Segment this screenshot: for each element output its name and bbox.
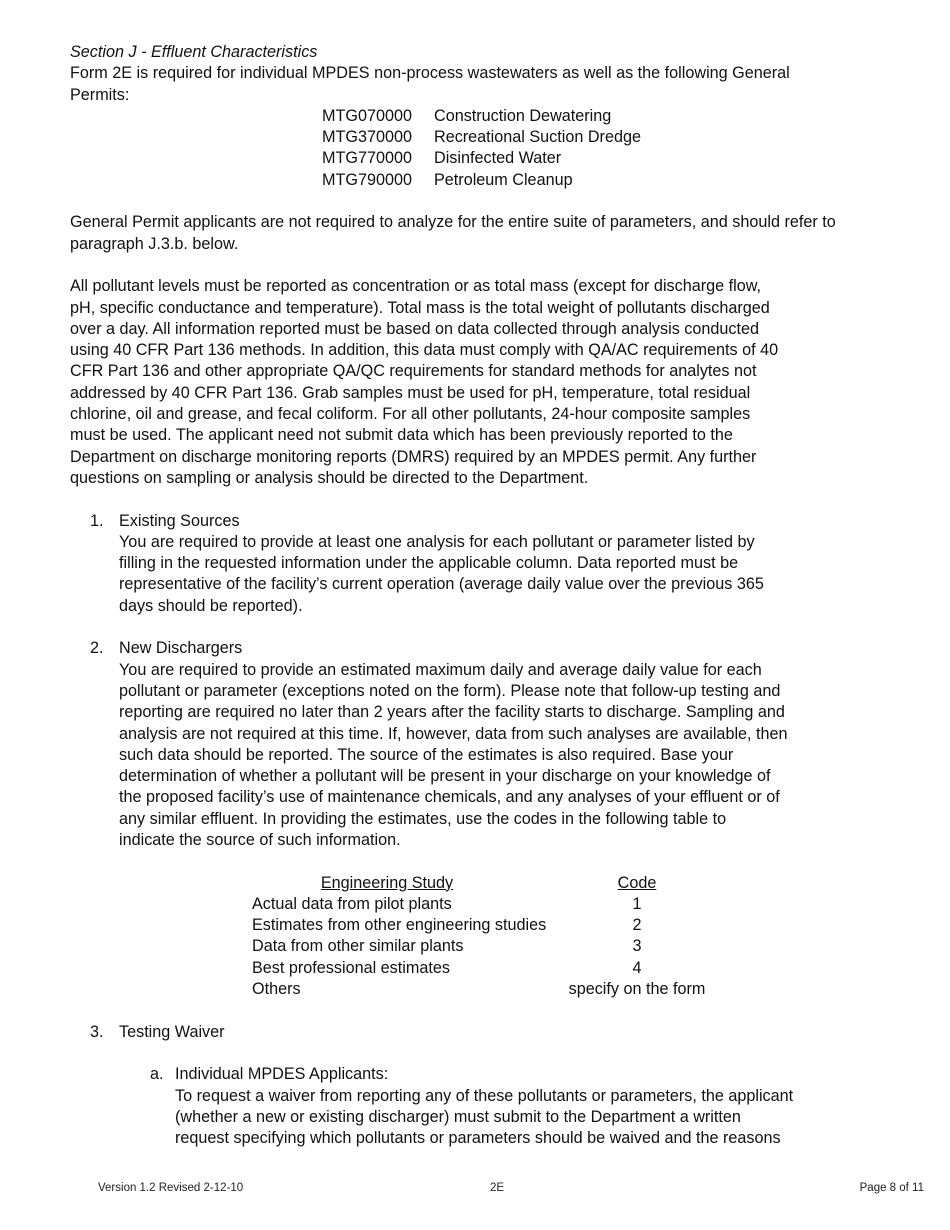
document-page (70, 42, 880, 1149)
paragraph-line: pH, specific conductance and temperature). Total mass is the total weight of pollutants discharged (70, 298, 770, 317)
paragraph-line: chlorine, oil and grease, and fecal coliform. For all other pollutants, 24-hour composite samples (70, 405, 751, 424)
body-line: analysis are not required at this time. If, however, data from such analyses are available, then (119, 724, 788, 743)
body-line: determination of whether a pollutant will be present in your discharge on your knowledge of (119, 767, 771, 786)
list-item-title: Existing Sources (119, 511, 240, 530)
list-number: 3. (90, 1022, 104, 1041)
spacer (70, 255, 880, 276)
study-cell: Actual data from pilot plants (252, 894, 452, 913)
study-cell: Data from other similar plants (252, 937, 464, 956)
spacer (70, 1043, 880, 1064)
paragraph-line: All pollutant levels must be reported as concentration or as total mass (except for discharge flow, (70, 277, 762, 296)
permit-row (322, 148, 880, 169)
footer-page-number: Page 8 of 11 (859, 1182, 924, 1194)
body-line: days should be reported). (119, 596, 303, 615)
body-line: such data should be reported. The source of the estimates is also required. Base your (119, 745, 734, 764)
list-number: 1. (90, 511, 104, 530)
engineering-study-table (252, 873, 880, 1001)
list-item-existing-sources (90, 511, 880, 617)
table-row (252, 958, 880, 979)
code-cell: 1 (632, 894, 642, 913)
code-cell: 3 (632, 937, 642, 956)
pollutant-paragraph (70, 276, 880, 489)
permit-row (322, 106, 880, 127)
list-body (119, 638, 880, 851)
body-line: representative of the facility’s current operation (average daily value over the previous 365 (119, 575, 764, 594)
sub-item-body (175, 1064, 880, 1149)
permit-row (322, 170, 880, 191)
paragraph-line: must be used. The applicant need not submit data which has been previously reported to the (70, 426, 733, 445)
spacer (70, 1000, 880, 1021)
body-line: the proposed facility’s use of maintenance chemicals, and any analyses of your effluent or of (119, 788, 780, 807)
section-title: Section J - Effluent Characteristics (70, 43, 318, 61)
permit-name: Construction Dewatering (434, 106, 612, 125)
column-header-code: Code (617, 873, 657, 892)
general-note-line: General Permit applicants are not required to analyze for the entire suite of parameters, and should refer to (70, 213, 836, 232)
list-item-new-dischargers (90, 638, 880, 851)
study-cell: Others (252, 980, 301, 999)
permit-code: MTG770000 (322, 149, 412, 168)
permit-list (322, 106, 880, 191)
list-body (119, 1022, 880, 1043)
footer-version: Version 1.2 Revised 2-12-10 (98, 1182, 244, 1194)
intro-line: Permits: (70, 85, 130, 104)
body-line: request specifying which pollutants or parameters should be waived and the reasons (175, 1129, 781, 1148)
paragraph-line: questions on sampling or analysis should be directed to the Department. (70, 468, 589, 487)
intro-line: Form 2E is required for individual MPDES non-process wastewaters as well as the following General (70, 64, 790, 83)
paragraph-line: CFR Part 136 and other appropriate QA/QC requirements for standard methods for analytes not (70, 362, 757, 381)
permit-row (322, 127, 880, 148)
code-cell: 2 (632, 916, 642, 935)
list-body (119, 511, 880, 617)
spacer (70, 617, 880, 638)
permit-code: MTG370000 (322, 128, 412, 147)
spacer (70, 489, 880, 510)
body-line: reporting are required no later than 2 years after the facility starts to discharge. Sampling and (119, 703, 785, 722)
paragraph-line: Department on discharge monitoring reports (DMRS) required by an MPDES permit. Any further (70, 447, 757, 466)
general-note-line: paragraph J.3.b. below. (70, 234, 239, 253)
table-row (252, 894, 880, 915)
body-line: any similar effluent. In providing the estimates, use the codes in the following table to (119, 809, 727, 828)
body-line: pollutant or parameter (exceptions noted on the form). Please note that follow-up testing and (119, 681, 781, 700)
footer-form: 2E (490, 1182, 505, 1194)
sub-item-title: Individual MPDES Applicants: (175, 1065, 389, 1084)
spacer (70, 851, 880, 872)
body-line: (whether a new or existing discharger) must submit to the Department a written (175, 1107, 741, 1126)
spacer (70, 191, 880, 212)
body-line: indicate the source of such information. (119, 830, 401, 849)
paragraph-line: using 40 CFR Part 136 methods. In addition, this data must comply with QA/AC requirements of 40 (70, 341, 779, 360)
table-row (252, 915, 880, 936)
permit-name: Recreational Suction Dredge (434, 128, 641, 147)
column-header-study: Engineering Study (320, 873, 454, 892)
paragraph-line: addressed by 40 CFR Part 136. Grab samples must be used for pH, temperature, total residual (70, 383, 751, 402)
permit-code: MTG070000 (322, 106, 412, 125)
study-cell: Best professional estimates (252, 958, 450, 977)
permit-name: Disinfected Water (434, 149, 562, 168)
list-item-title: Testing Waiver (119, 1022, 225, 1041)
table-row (252, 979, 880, 1000)
code-cell: 4 (632, 958, 642, 977)
list-item-testing-waiver (90, 1022, 880, 1043)
study-cell: Estimates from other engineering studies (252, 916, 547, 935)
table-row (252, 936, 880, 957)
code-cell: specify on the form (568, 980, 706, 999)
body-line: You are required to provide at least one analysis for each pollutant or parameter listed by (119, 532, 755, 551)
permit-code: MTG790000 (322, 170, 412, 189)
paragraph-line: over a day. All information reported must be based on data collected through analysis conducted (70, 319, 759, 338)
list-item-title: New Dischargers (119, 639, 243, 658)
body-line: To request a waiver from reporting any of these pollutants or parameters, the applicant (175, 1086, 794, 1105)
sub-item-individual-applicants (150, 1064, 880, 1149)
table-header-row (252, 873, 880, 894)
body-line: filling in the requested information under the applicable column. Data reported must be (119, 554, 739, 573)
sub-item-letter: a. (150, 1065, 164, 1084)
list-number: 2. (90, 639, 104, 658)
permit-name: Petroleum Cleanup (434, 170, 573, 189)
body-line: You are required to provide an estimated maximum daily and average daily value for each (119, 660, 762, 679)
